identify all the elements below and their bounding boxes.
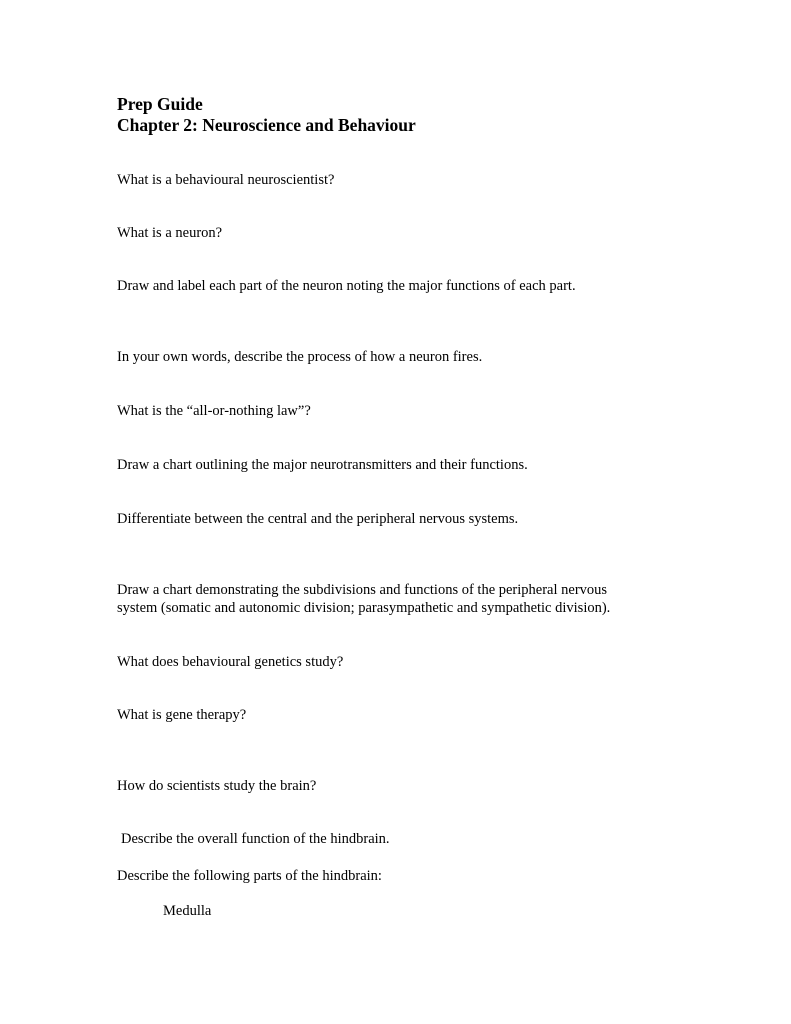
question-gene-therapy: What is gene therapy? <box>117 707 247 723</box>
question-neuron: What is a neuron? <box>117 225 223 241</box>
hindbrain-part-medulla: Medulla <box>163 903 212 919</box>
question-all-or-nothing-law: What is the “all-or-nothing law”? <box>117 403 311 419</box>
question-neurotransmitters-chart: Draw a chart outlining the major neurotransmitters and their functions. <box>117 457 528 473</box>
document-title: Prep Guide <box>117 94 203 114</box>
question-central-vs-peripheral: Differentiate between the central and the peripheral nervous systems. <box>117 511 519 527</box>
chapter-heading: Chapter 2: Neuroscience and Behaviour <box>117 115 416 135</box>
question-behavioural-genetics: What does behavioural genetics study? <box>117 654 344 670</box>
question-neuron-fires: In your own words, describe the process of how a neuron fires. <box>117 349 483 365</box>
question-hindbrain-function: Describe the overall function of the hindbrain. <box>121 831 390 847</box>
question-behavioural-neuroscientist: What is a behavioural neuroscientist? <box>117 172 335 188</box>
question-peripheral-chart-line-1: Draw a chart demonstrating the subdivisions and functions of the peripheral nervous <box>117 582 608 598</box>
question-draw-neuron: Draw and label each part of the neuron noting the major functions of each part. <box>117 278 576 294</box>
question-peripheral-chart-line-2: system (somatic and autonomic division; parasympathetic and sympathetic division). <box>117 600 611 616</box>
question-hindbrain-parts: Describe the following parts of the hindbrain: <box>117 868 382 884</box>
question-study-brain: How do scientists study the brain? <box>117 778 317 794</box>
